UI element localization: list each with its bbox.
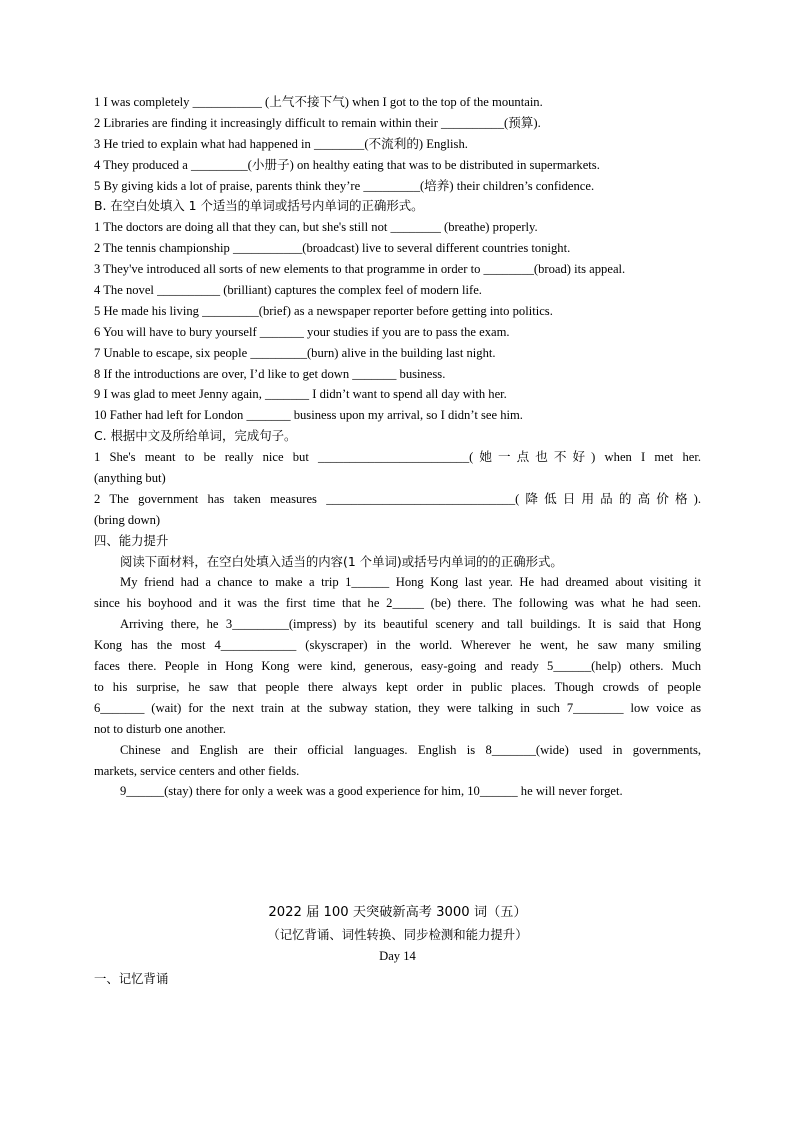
passage-line: Kong has the most 4____________ (skyscraper) in the world. Wherever he went, he saw many smiling bbox=[94, 638, 701, 653]
part-c-item-2-hint: (bring down) bbox=[94, 512, 161, 527]
passage-instruction: 阅读下面材料，在空白处填入适当的内容(1 个单词)或括号内单词的的正确形式。 bbox=[120, 553, 563, 569]
part-b-item-4: 4 The novel __________ (brilliant) captures the complex feel of modern life. bbox=[94, 283, 482, 298]
part-c-item-1-hint: (anything but) bbox=[94, 471, 166, 486]
part-a-item-1: 1 I was completely ___________ (上气不接下气) when I got to the top of the mountain. bbox=[94, 95, 543, 109]
passage-line: Chinese and English are their official languages. English is 8_______(wide) used in governments, bbox=[120, 742, 701, 757]
day-title-block bbox=[94, 902, 701, 966]
part-b-item-10: 10 Father had left for London _______ business upon my arrival, so I didn’t see him. bbox=[94, 408, 523, 423]
part-c-item-2: 2 The government has taken measures ______________________________(降低日用品的高价格). bbox=[94, 491, 701, 506]
document-title: 2022 届 100 天突破新高考 3000 词（五） bbox=[268, 905, 527, 921]
document-subtitle: （记忆背诵、词性转换、同步检测和能力提升） bbox=[267, 927, 528, 943]
passage-line: markets, service centers and other fields. bbox=[94, 763, 300, 778]
passage-line: to his surprise, he saw that people there always kept order in public places. Though crowds of people bbox=[94, 679, 701, 694]
part-a-exercises bbox=[94, 92, 701, 196]
part-a-item-4: 4 They produced a _________(小册子) on healthy eating that was to be distributed in supermarkets. bbox=[94, 157, 600, 172]
passage-line: not to disturb one another. bbox=[94, 721, 226, 736]
part-b-heading: B. 在空白处填入 1 个适当的单词或括号内单词的正确形式。 bbox=[94, 198, 424, 214]
passage-line: since his boyhood and it was the first time that he 2_____ (be) there. The following was what he had seen. bbox=[94, 596, 701, 611]
page-spacer bbox=[94, 802, 701, 902]
part-b-item-1: 1 The doctors are doing all that they can, but she's still not ________ (breathe) properly. bbox=[94, 220, 538, 235]
worksheet-page bbox=[94, 92, 701, 990]
part-b-exercises bbox=[94, 217, 701, 426]
part-b-item-8: 8 If the introductions are over, I’d like to get down _______ business. bbox=[94, 366, 446, 381]
part-a-item-3: 3 He tried to explain what had happened in ________(不流利的) English. bbox=[94, 136, 468, 151]
part-b-item-5: 5 He made his living _________(brief) as a newspaper reporter before getting into politics. bbox=[94, 303, 553, 318]
passage-line: 6_______ (wait) for the next train at the subway station, they were talking in such 7________ low voice as bbox=[94, 700, 701, 715]
passage-line: Arriving there, he 3_________(impress) by its beautiful scenery and tall buildings. It is said that Hong bbox=[120, 617, 701, 632]
part-b-item-9: 9 I was glad to meet Jenny again, _______ I didn’t want to spend all day with her. bbox=[94, 387, 507, 402]
part-c-item-1: 1 She's meant to be really nice but ________________________(她一点也不好) when I met her. bbox=[94, 450, 701, 465]
day-label: Day 14 bbox=[379, 949, 416, 964]
section-1-heading: 一、记忆背诵 bbox=[94, 971, 169, 987]
cloze-passage bbox=[94, 572, 701, 802]
section-4-heading: 四、能力提升 bbox=[94, 532, 169, 548]
passage-line: My friend had a chance to make a trip 1______ Hong Kong last year. He had dreamed about visiting it bbox=[120, 575, 701, 590]
passage-line: faces there. People in Hong Kong were kind, generous, easy-going and ready 5______(help) others. Much bbox=[94, 659, 701, 674]
part-b-item-3: 3 They've introduced all sorts of new elements to that programme in order to ________(broad) its appeal. bbox=[94, 262, 626, 277]
part-b-item-6: 6 You will have to bury yourself _______ your studies if you are to pass the exam. bbox=[94, 324, 510, 339]
part-c-heading: C. 根据中文及所给单词，完成句子。 bbox=[94, 428, 297, 444]
passage-line: 9______(stay) there for only a week was a good experience for him, 10______ he will never forget. bbox=[120, 784, 623, 799]
part-b-item-2: 2 The tennis championship ___________(broadcast) live to several different countries tonight. bbox=[94, 241, 571, 256]
part-b-item-7: 7 Unable to escape, six people _________(burn) alive in the building last night. bbox=[94, 345, 496, 360]
part-c-exercises bbox=[94, 447, 701, 531]
part-a-item-2: 2 Libraries are finding it increasingly difficult to remain within their __________(预算). bbox=[94, 115, 541, 130]
part-a-item-5: 5 By giving kids a lot of praise, parents think they’re _________(培养) their children’s confidence. bbox=[94, 178, 595, 193]
